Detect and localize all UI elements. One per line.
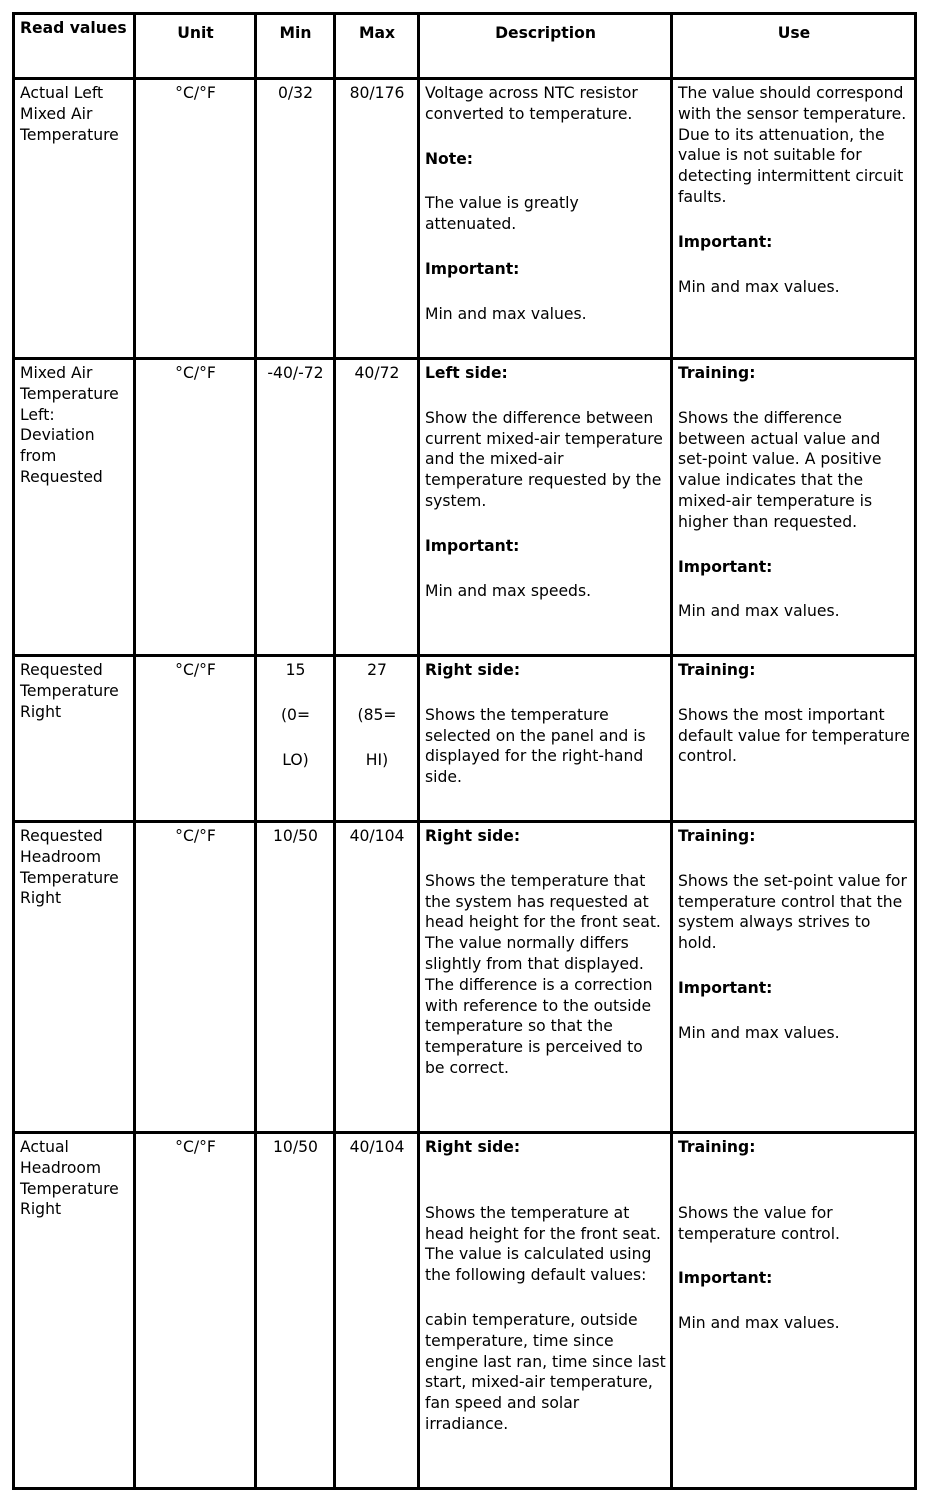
description-paragraph: Note: xyxy=(425,149,474,168)
use-cell xyxy=(672,79,916,359)
header-read-values: Read values xyxy=(14,14,135,79)
description-cell xyxy=(419,359,672,656)
description-paragraph: Shows the temperature that the system has requested at head height for the front seat. The value normally differs slightly from that displayed. The difference is a correction with reference to the outside temperature so that the temperature is perceived to be correct. xyxy=(425,871,661,1077)
use-paragraph: Important: xyxy=(678,557,773,576)
description-paragraph: The value is greatly attenuated. xyxy=(425,194,579,234)
use-paragraph: Training: xyxy=(678,1138,756,1156)
description-paragraph: Voltage across NTC resistor converted to temperature. xyxy=(425,84,638,123)
min-cell xyxy=(256,359,335,656)
use-paragraph: Shows the most important default value for temperature control. xyxy=(678,705,910,766)
description-paragraph: Right side: xyxy=(425,661,521,679)
read-value-name: Requested Headroom Temperature Right xyxy=(14,822,135,1133)
header-row xyxy=(14,14,916,79)
description-paragraph: Min and max speeds. xyxy=(425,581,592,600)
max-cell xyxy=(335,656,419,822)
use-paragraph: Shows the difference between actual value and set-point value. A positive value indicates that the mixed-air temperature is higher than requested. xyxy=(678,408,882,531)
use-paragraph: Min and max values. xyxy=(678,602,840,621)
table-row xyxy=(14,359,916,656)
header-unit: Unit xyxy=(135,14,256,79)
use-paragraph: Min and max values. xyxy=(678,1023,840,1042)
description-paragraph: Left side: xyxy=(425,364,508,382)
max-cell xyxy=(335,822,419,1133)
use-paragraph: Important: xyxy=(678,232,773,251)
use-paragraph: The value should correspond with the sensor temperature. Due to its attenuation, the value is not suitable for detecting intermittent circuit faults. xyxy=(678,84,907,206)
use-cell xyxy=(672,656,916,822)
read-value-name: Actual Headroom Temperature Right xyxy=(14,1133,135,1489)
min-value: -40/-72 xyxy=(267,364,324,382)
max-value: 40/104 xyxy=(349,827,405,845)
min-value: 10/50 xyxy=(273,1138,318,1156)
use-cell xyxy=(672,359,916,656)
min-value: 10/50 xyxy=(273,827,318,845)
description-cell xyxy=(419,656,672,822)
description-paragraph: Important: xyxy=(425,259,520,278)
description-paragraph: Right side: xyxy=(425,1138,521,1156)
description-cell xyxy=(419,822,672,1133)
table-row xyxy=(14,79,916,359)
table-body xyxy=(14,79,916,1489)
min-value: 15 xyxy=(285,661,306,679)
max-value: HI) xyxy=(365,750,389,769)
description-paragraph: Right side: xyxy=(425,827,521,845)
unit-cell: °C/°F xyxy=(135,822,256,1133)
min-value: (0= xyxy=(280,705,311,724)
header-use: Use xyxy=(672,14,916,79)
description-cell xyxy=(419,1133,672,1489)
use-paragraph: Shows the set-point value for temperature control that the system always strives to hold. xyxy=(678,871,907,953)
use-cell xyxy=(672,1133,916,1489)
min-cell xyxy=(256,79,335,359)
max-cell xyxy=(335,79,419,359)
use-paragraph: Training: xyxy=(678,661,756,679)
use-paragraph: Min and max values. xyxy=(678,277,840,296)
max-value: 80/176 xyxy=(349,84,405,102)
read-values-table xyxy=(12,12,917,1490)
max-cell xyxy=(335,1133,419,1489)
max-cell xyxy=(335,359,419,656)
description-cell xyxy=(419,79,672,359)
max-value: (85= xyxy=(357,705,397,724)
use-cell xyxy=(672,822,916,1133)
min-cell xyxy=(256,656,335,822)
read-value-name: Actual Left Mixed Air Temperature xyxy=(14,79,135,359)
unit-cell: °C/°F xyxy=(135,1133,256,1489)
min-value: 0/32 xyxy=(277,84,314,102)
read-value-name: Requested Temperature Right xyxy=(14,656,135,822)
use-paragraph: Important: xyxy=(678,978,773,997)
min-cell xyxy=(256,1133,335,1489)
description-paragraph: Important: xyxy=(425,536,520,555)
description-paragraph: Min and max values. xyxy=(425,304,587,323)
description-paragraph: Show the difference between current mixed-air temperature and the mixed-air temperature requested by the system. xyxy=(425,408,663,510)
header-description: Description xyxy=(419,14,672,79)
min-value: LO) xyxy=(282,750,309,769)
header-min: Min xyxy=(256,14,335,79)
description-paragraph: cabin temperature, outside temperature, time since engine last ran, time since last start, mixed-air temperature, fan speed and solar irradiance. xyxy=(425,1310,666,1433)
description-paragraph: Shows the temperature selected on the panel and is displayed for the right-hand side. xyxy=(425,705,646,787)
description-paragraph: Shows the temperature at head height for the front seat. The value is calculated using the following default values: xyxy=(425,1203,661,1285)
max-value: 40/72 xyxy=(354,364,400,382)
unit-cell: °C/°F xyxy=(135,79,256,359)
max-value: 40/104 xyxy=(349,1138,405,1156)
use-paragraph: Shows the value for temperature control. xyxy=(678,1203,840,1243)
use-paragraph: Important: xyxy=(678,1269,773,1288)
unit-cell: °C/°F xyxy=(135,656,256,822)
header-max: Max xyxy=(335,14,419,79)
use-paragraph: Min and max values. xyxy=(678,1314,840,1333)
use-paragraph: Training: xyxy=(678,364,756,382)
table-row xyxy=(14,822,916,1133)
table-row xyxy=(14,1133,916,1489)
use-paragraph: Training: xyxy=(678,827,756,845)
unit-cell: °C/°F xyxy=(135,359,256,656)
read-value-name: Mixed Air Temperature Left: Deviation from Requested xyxy=(14,359,135,656)
min-cell xyxy=(256,822,335,1133)
table-row xyxy=(14,656,916,822)
max-value: 27 xyxy=(367,661,387,679)
